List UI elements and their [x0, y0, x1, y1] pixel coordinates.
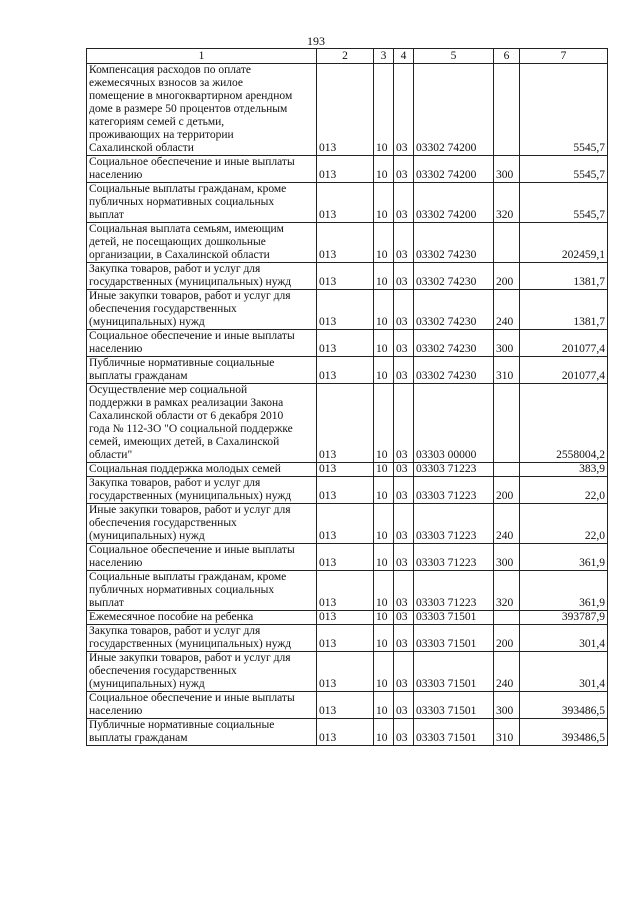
amount-cell: 393787,9: [520, 611, 608, 625]
row-name-cell: [87, 64, 317, 156]
row-name-line: Социальное обеспечение и иные выплаты: [89, 156, 295, 168]
expense-type-cell: [494, 64, 520, 156]
subsection-cell: 03: [394, 571, 414, 611]
row-name-cell: [87, 692, 317, 719]
amount-cell: 5545,7: [520, 156, 608, 183]
row-name-cell: [87, 223, 317, 263]
target-article-cell: 03303 71501: [414, 625, 494, 652]
target-article-cell: 03303 71223: [414, 544, 494, 571]
table-row: [87, 719, 608, 746]
budget-table: [86, 48, 608, 746]
column-header: 5: [414, 49, 494, 64]
row-name-line: выплаты гражданам: [89, 370, 188, 382]
subsection-cell: 03: [394, 692, 414, 719]
row-name-cell: [87, 611, 317, 625]
section-cell: 10: [374, 183, 394, 223]
subsection-cell: 03: [394, 330, 414, 357]
amount-cell: 1381,7: [520, 263, 608, 290]
ministry-code-cell: 013: [317, 183, 374, 223]
target-article-cell: 03303 71501: [414, 611, 494, 625]
row-name-line: организации, в Сахалинской области: [89, 249, 270, 261]
target-article-cell: 03303 71223: [414, 504, 494, 544]
row-name-line: детей, не посещающих дошкольные: [89, 236, 266, 248]
ministry-code-cell: 013: [317, 571, 374, 611]
ministry-code-cell: 013: [317, 625, 374, 652]
row-name-line: государственных (муниципальных) нужд: [89, 276, 292, 288]
amount-cell: 1381,7: [520, 290, 608, 330]
subsection-cell: 03: [394, 156, 414, 183]
table-row: [87, 156, 608, 183]
row-name-cell: [87, 156, 317, 183]
target-article-cell: 03302 74230: [414, 330, 494, 357]
row-name-line: года № 112-ЗО "О социальной поддержке: [89, 423, 293, 435]
column-header: 4: [394, 49, 414, 64]
row-name-cell: [87, 263, 317, 290]
ministry-code-cell: 013: [317, 692, 374, 719]
ministry-code-cell: 013: [317, 611, 374, 625]
ministry-code-cell: 013: [317, 719, 374, 746]
amount-cell: 383,9: [520, 463, 608, 477]
subsection-cell: 03: [394, 223, 414, 263]
row-name-line: населению: [89, 343, 143, 355]
row-name-line: выплат: [89, 597, 124, 609]
subsection-cell: 03: [394, 64, 414, 156]
row-name-cell: [87, 625, 317, 652]
section-cell: 10: [374, 571, 394, 611]
row-name-line: (муниципальных) нужд: [89, 678, 205, 690]
section-cell: 10: [374, 504, 394, 544]
subsection-cell: 03: [394, 357, 414, 384]
row-name-cell: [87, 544, 317, 571]
table-row: [87, 290, 608, 330]
row-name-line: категориям семей с детьми,: [89, 116, 225, 128]
row-name-line: государственных (муниципальных) нужд: [89, 490, 292, 502]
expense-type-cell: 240: [494, 504, 520, 544]
row-name-line: ежемесячных взносов за жилое: [89, 77, 244, 89]
ministry-code-cell: 013: [317, 223, 374, 263]
row-name-cell: [87, 719, 317, 746]
amount-cell: 22,0: [520, 504, 608, 544]
row-name-line: Закупка товаров, работ и услуг для: [89, 477, 261, 489]
expense-type-cell: 300: [494, 692, 520, 719]
section-cell: 10: [374, 463, 394, 477]
row-name-cell: [87, 183, 317, 223]
expense-type-cell: 310: [494, 719, 520, 746]
row-name-line: Публичные нормативные социальные: [89, 719, 275, 731]
row-name-line: области": [89, 449, 133, 461]
row-name-line: Сахалинской области от 6 декабря 2010: [89, 410, 284, 422]
row-name-line: публичных нормативных социальных: [89, 196, 275, 208]
section-cell: 10: [374, 625, 394, 652]
subsection-cell: 03: [394, 384, 414, 463]
row-name-cell: [87, 504, 317, 544]
subsection-cell: 03: [394, 611, 414, 625]
row-name-line: Социальное обеспечение и иные выплаты: [89, 544, 295, 556]
amount-cell: 361,9: [520, 544, 608, 571]
amount-cell: 393486,5: [520, 719, 608, 746]
section-cell: 10: [374, 156, 394, 183]
table-row: [87, 463, 608, 477]
row-name-line: Публичные нормативные социальные: [89, 357, 275, 369]
expense-type-cell: 300: [494, 544, 520, 571]
row-name-line: Ежемесячное пособие на ребенка: [89, 611, 254, 623]
amount-cell: 2558004,2: [520, 384, 608, 463]
subsection-cell: 03: [394, 290, 414, 330]
row-name-line: Социальные выплаты гражданам, кроме: [89, 183, 287, 195]
subsection-cell: 03: [394, 625, 414, 652]
ministry-code-cell: 013: [317, 477, 374, 504]
table-row: [87, 330, 608, 357]
expense-type-cell: [494, 463, 520, 477]
amount-cell: 393486,5: [520, 692, 608, 719]
section-cell: 10: [374, 263, 394, 290]
target-article-cell: 03303 71223: [414, 571, 494, 611]
expense-type-cell: 320: [494, 183, 520, 223]
target-article-cell: 03303 71501: [414, 719, 494, 746]
target-article-cell: 03302 74200: [414, 183, 494, 223]
row-name-line: обеспечения государственных: [89, 517, 237, 529]
row-name-line: (муниципальных) нужд: [89, 530, 205, 542]
ministry-code-cell: 013: [317, 357, 374, 384]
column-header: 3: [374, 49, 394, 64]
ministry-code-cell: 013: [317, 384, 374, 463]
table-row: [87, 692, 608, 719]
row-name-line: Социальная выплата семьям, имеющим: [89, 223, 284, 235]
subsection-cell: 03: [394, 263, 414, 290]
expense-type-cell: 300: [494, 156, 520, 183]
row-name-line: Компенсация расходов по оплате: [89, 64, 251, 76]
subsection-cell: 03: [394, 463, 414, 477]
ministry-code-cell: 013: [317, 64, 374, 156]
ministry-code-cell: 013: [317, 156, 374, 183]
row-name-cell: [87, 290, 317, 330]
target-article-cell: 03303 71501: [414, 692, 494, 719]
table-row: [87, 625, 608, 652]
ministry-code-cell: 013: [317, 463, 374, 477]
section-cell: 10: [374, 652, 394, 692]
expense-type-cell: 240: [494, 652, 520, 692]
target-article-cell: 03302 74230: [414, 263, 494, 290]
target-article-cell: 03302 74200: [414, 156, 494, 183]
table-row: [87, 263, 608, 290]
table-body: [87, 64, 608, 746]
subsection-cell: 03: [394, 719, 414, 746]
row-name-cell: [87, 463, 317, 477]
section-cell: 10: [374, 357, 394, 384]
row-name-line: Социальная поддержка молодых семей: [89, 463, 281, 475]
section-cell: 10: [374, 384, 394, 463]
expense-type-cell: 200: [494, 625, 520, 652]
ministry-code-cell: 013: [317, 290, 374, 330]
column-header: 1: [87, 49, 317, 64]
row-name-line: публичных нормативных социальных: [89, 584, 275, 596]
row-name-line: населению: [89, 705, 143, 717]
amount-cell: 5545,7: [520, 64, 608, 156]
row-name-line: населению: [89, 557, 143, 569]
row-name-line: Осуществление мер социальной: [89, 384, 248, 396]
subsection-cell: 03: [394, 477, 414, 504]
table-header: [87, 49, 608, 64]
ministry-code-cell: 013: [317, 504, 374, 544]
amount-cell: 202459,1: [520, 223, 608, 263]
row-name-cell: [87, 330, 317, 357]
expense-type-cell: 310: [494, 357, 520, 384]
row-name-line: поддержки в рамках реализации Закона: [89, 397, 284, 409]
expense-type-cell: 240: [494, 290, 520, 330]
table-row: [87, 64, 608, 156]
subsection-cell: 03: [394, 544, 414, 571]
row-name-line: обеспечения государственных: [89, 665, 237, 677]
row-name-line: доме в размере 50 процентов отдельным: [89, 103, 288, 115]
row-name-line: Закупка товаров, работ и услуг для: [89, 625, 261, 637]
row-name-line: Иные закупки товаров, работ и услуг для: [89, 504, 291, 516]
row-name-line: (муниципальных) нужд: [89, 316, 205, 328]
section-cell: 10: [374, 290, 394, 330]
table-row: [87, 183, 608, 223]
column-header: 6: [494, 49, 520, 64]
section-cell: 10: [374, 64, 394, 156]
amount-cell: 361,9: [520, 571, 608, 611]
table-row: [87, 357, 608, 384]
row-name-line: Социальные выплаты гражданам, кроме: [89, 571, 287, 583]
section-cell: 10: [374, 477, 394, 504]
ministry-code-cell: 013: [317, 544, 374, 571]
target-article-cell: 03303 71501: [414, 652, 494, 692]
row-name-line: государственных (муниципальных) нужд: [89, 638, 292, 650]
section-cell: 10: [374, 692, 394, 719]
column-header: 2: [317, 49, 374, 64]
row-name-line: проживающих на территории: [89, 129, 234, 141]
table-row: [87, 611, 608, 625]
section-cell: 10: [374, 544, 394, 571]
row-name-line: Иные закупки товаров, работ и услуг для: [89, 290, 291, 302]
target-article-cell: 03302 74230: [414, 290, 494, 330]
column-header: 7: [520, 49, 608, 64]
target-article-cell: 03303 71223: [414, 477, 494, 504]
row-name-line: Иные закупки товаров, работ и услуг для: [89, 652, 291, 664]
amount-cell: 22,0: [520, 477, 608, 504]
table-row: [87, 223, 608, 263]
amount-cell: 201077,4: [520, 357, 608, 384]
row-name-line: населению: [89, 169, 143, 181]
target-article-cell: 03303 71223: [414, 463, 494, 477]
page-number: 193: [307, 34, 325, 48]
row-name-line: выплаты гражданам: [89, 732, 188, 744]
section-cell: 10: [374, 611, 394, 625]
expense-type-cell: [494, 223, 520, 263]
target-article-cell: 03302 74230: [414, 223, 494, 263]
expense-type-cell: 200: [494, 263, 520, 290]
expense-type-cell: 200: [494, 477, 520, 504]
row-name-line: обеспечения государственных: [89, 303, 237, 315]
ministry-code-cell: 013: [317, 330, 374, 357]
target-article-cell: 03302 74230: [414, 357, 494, 384]
table-row: [87, 384, 608, 463]
amount-cell: 201077,4: [520, 330, 608, 357]
subsection-cell: 03: [394, 183, 414, 223]
amount-cell: 5545,7: [520, 183, 608, 223]
amount-cell: 301,4: [520, 625, 608, 652]
section-cell: 10: [374, 330, 394, 357]
section-cell: 10: [374, 719, 394, 746]
target-article-cell: 03302 74200: [414, 64, 494, 156]
row-name-cell: [87, 477, 317, 504]
row-name-cell: [87, 652, 317, 692]
row-name-line: Сахалинской области: [89, 142, 194, 154]
table-row: [87, 652, 608, 692]
expense-type-cell: [494, 611, 520, 625]
amount-cell: 301,4: [520, 652, 608, 692]
table-row: [87, 544, 608, 571]
table-row: [87, 477, 608, 504]
row-name-cell: [87, 384, 317, 463]
table-row: [87, 504, 608, 544]
section-cell: 10: [374, 223, 394, 263]
header-row: [87, 49, 608, 64]
row-name-cell: [87, 571, 317, 611]
row-name-line: Социальное обеспечение и иные выплаты: [89, 692, 295, 704]
row-name-line: выплат: [89, 209, 124, 221]
row-name-cell: [87, 357, 317, 384]
subsection-cell: 03: [394, 652, 414, 692]
row-name-line: помещение в многоквартирном арендном: [89, 90, 293, 102]
row-name-line: семей, имеющих детей, в Сахалинской: [89, 436, 280, 448]
row-name-line: Социальное обеспечение и иные выплаты: [89, 330, 295, 342]
table-row: [87, 571, 608, 611]
expense-type-cell: 300: [494, 330, 520, 357]
ministry-code-cell: 013: [317, 652, 374, 692]
row-name-line: Закупка товаров, работ и услуг для: [89, 263, 261, 275]
subsection-cell: 03: [394, 504, 414, 544]
expense-type-cell: 320: [494, 571, 520, 611]
ministry-code-cell: 013: [317, 263, 374, 290]
expense-type-cell: [494, 384, 520, 463]
target-article-cell: 03303 00000: [414, 384, 494, 463]
